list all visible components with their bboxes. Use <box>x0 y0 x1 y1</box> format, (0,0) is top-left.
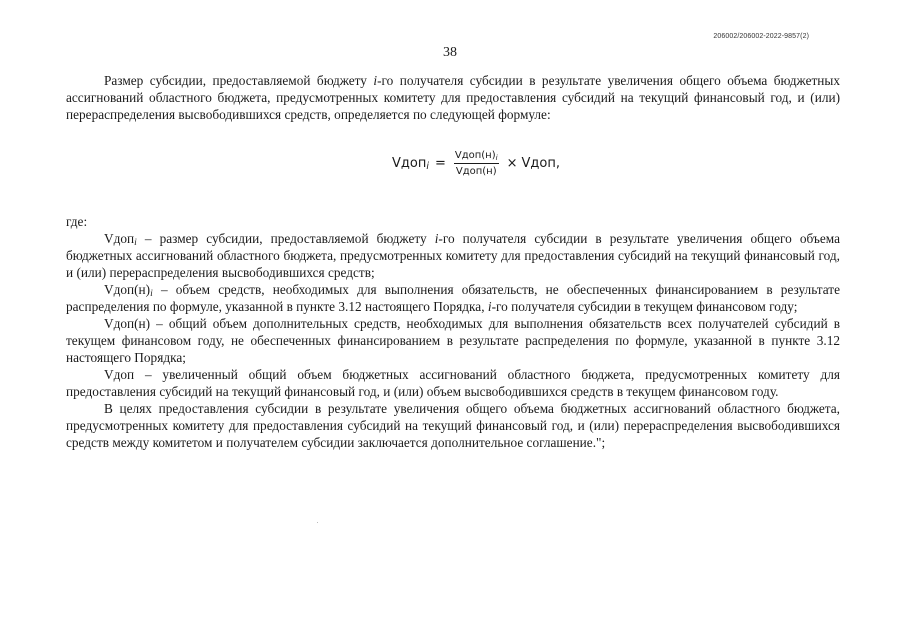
definition-item: $Vдоп(н)_i$ – объем средств, необходимых для выполнения обязательств, не обеспеченных финансированием в результате распределения по формуле, указанной в пункте 3.12 настоящего Порядка, i-го получателя субсидии в текущем финансовом году; <box>66 282 840 314</box>
formula-times: × <box>506 155 518 171</box>
scan-speck <box>317 522 318 523</box>
closing-paragraph: В целях предоставления субсидии в результате увеличения общего объема бюджетных ассигнований областного бюджета, предусмотренных комитету для предоставления субсидий на текущий финансовый год, и (или) перераспределения высвободившихся средств между комитетом и получателем субсидии заключается дополнительное соглашение."; <box>66 401 840 450</box>
intro-block <box>66 72 840 123</box>
definition-item: Vдоп$_i$ – размер субсидии, предоставляемой бюджету i-го получателя субсидии в результате увеличения общего объема бюджетных ассигнований областного бюджета, предусмотренных комитету для предоставления субсидий на текущий финансовый год, и (или) перераспределения высвободившихся средств; <box>66 231 840 280</box>
formula-lhs: Vдоп$_i$ <box>392 155 429 172</box>
definition-item: Vдоп(н) – общий объем дополнительных средств, необходимых для выполнения обязательств всех получателей субсидий в текущем финансовом году, не обеспеченных финансированием в результате распределения по формуле, указанной в пункте 3.12 настоящего Порядка; <box>66 316 840 365</box>
where-label: где: <box>66 214 88 229</box>
intro-text-1: Размер субсидии, предоставляемой бюджету <box>104 73 374 88</box>
formula-rhs: Vдоп, <box>521 155 560 171</box>
page-number: 38 <box>443 45 457 60</box>
formula-denominator: Vдоп(н) <box>455 165 497 177</box>
formula-fraction <box>454 149 499 178</box>
document-id: 206002/206002-2022-9857(2) <box>713 33 809 40</box>
intro-text-2: -го получателя субсидии в результате увеличения общего объема бюджетных ассигнований областного бюджета, предусмотренных комитету для предоставления субсидий на текущий финансовый год, и (или) перераспределения высвободившихся средств, определяется по следующей формуле: <box>66 73 840 122</box>
formula-numerator: $Vдоп(н)_i$ <box>454 149 498 162</box>
intro-paragraph <box>66 72 840 123</box>
definition-item: Vдоп – увеличенный общий объем бюджетных ассигнований областного бюджета, предусмотренных комитету для предоставления субсидий на текущий финансовый год, и (или) объем высвободившихся средств в текущем финансовом году. <box>66 367 840 399</box>
definitions-block <box>66 213 840 451</box>
formula <box>392 145 560 181</box>
formula-equals: = <box>434 155 446 171</box>
intro-italic-i: i <box>373 73 378 88</box>
